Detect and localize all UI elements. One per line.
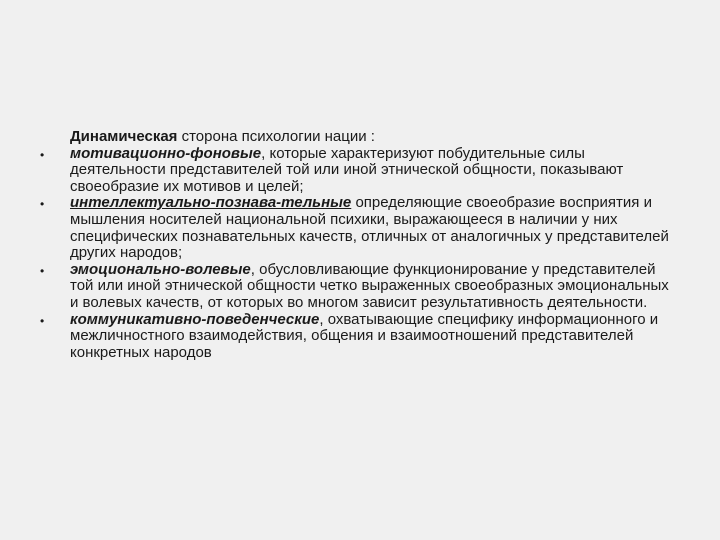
bullet-icon: • bbox=[40, 313, 45, 328]
item-term: мотивационно-фоновые bbox=[70, 144, 262, 162]
heading-rest: сторона психологии нации : bbox=[177, 128, 375, 145]
item-text: , обусловливающие функционирование у представителей той или иной этнической общности четко выраженных своеобразных эмоциональных и волевых качеств, от которых во многом зависит результативность деятельности. bbox=[70, 260, 669, 311]
item-text: определяющие своеобразие восприятия и мышления носителей национальной психики, выражающееся в наличии у них специфических познавательных качеств, отличных от аналогичных у представителей других народов; bbox=[70, 194, 669, 262]
item-text: , которые характеризуют побудительные силы деятельности представителей той или иной этнической общности, показывают своеобразие их мотивов и целей; bbox=[70, 144, 624, 195]
item-term: интеллектуально-познава-тельные bbox=[70, 194, 352, 212]
heading bbox=[70, 129, 670, 146]
list-item bbox=[40, 260, 670, 312]
list-item bbox=[40, 310, 670, 362]
item-term: эмоционально-волевые bbox=[70, 260, 251, 278]
list-item bbox=[40, 144, 670, 196]
item-text: , охватывающие специфику информационного и межличностного взаимодействия, общения и взаимоотношений представителей конкретных народов bbox=[70, 310, 659, 361]
slide-content bbox=[40, 128, 670, 361]
bullet-icon: • bbox=[40, 147, 45, 162]
item-term: коммуникативно-поведенческие bbox=[70, 310, 320, 328]
bullet-icon: • bbox=[40, 263, 45, 278]
list-item bbox=[40, 194, 670, 262]
bullet-list bbox=[40, 144, 670, 362]
heading-bold: Динамическая bbox=[70, 128, 178, 145]
bullet-icon: • bbox=[40, 197, 45, 212]
